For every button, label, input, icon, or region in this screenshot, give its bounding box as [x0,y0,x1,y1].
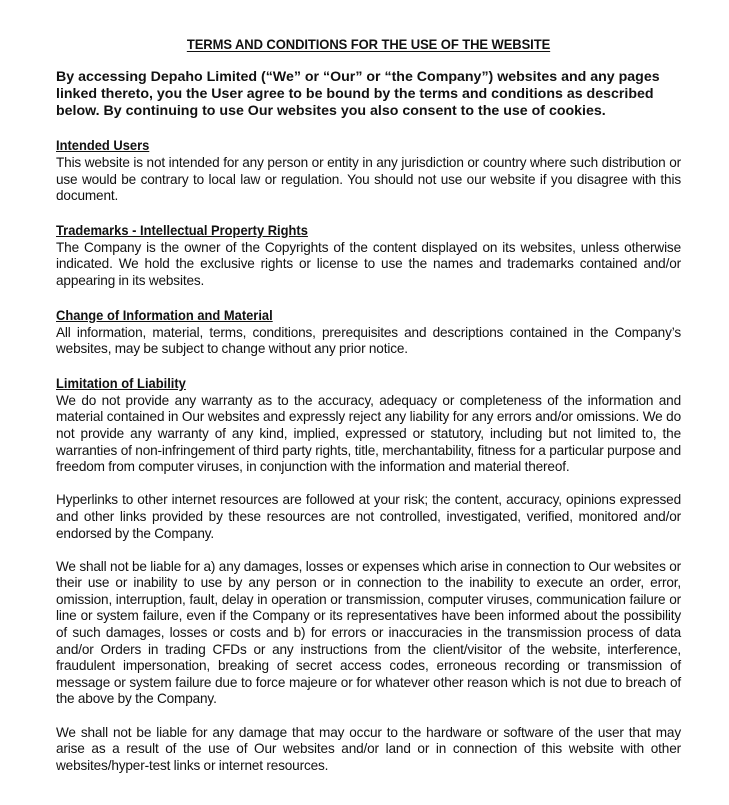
section-paragraph: All information, material, terms, conditions, prerequisites and descriptions contained in the Company’s websites, may be subject to change without any prior notice. [56,324,681,357]
section-change-of-information [56,307,681,358]
section-heading: Change of Information and Material [56,307,273,323]
section-paragraph: This website is not intended for any person or entity in any jurisdiction or country where such distribution or use would be contrary to local law or regulation. You should not use our website if you disagree with this document. [56,155,681,204]
intro-paragraph: By accessing Depaho Limited (“We” or “Our” or “the Company”) websites and any pages linked thereto, you the User agree to be bound by the terms and conditions as described below. By continuing to use Our websites you also consent to the use of cookies. [56,69,660,119]
section-intended-users [56,137,681,205]
section-paragraph: We shall not be liable for any damage that may occur to the hardware or software of the user that may arise as a result of the use of Our websites and/or land or in connection of this website with other websites/hyper-test links or internet resources. [56,724,681,773]
section-paragraph: Hyperlinks to other internet resources are followed at your risk; the content, accuracy, opinions expressed and other links provided by these resources are not controlled, investigated, verified, monitored and/or endorsed by the Company. [56,492,681,541]
section-heading: Trademarks - Intellectual Property Rights [56,222,308,238]
section-paragraph: We shall not be liable for a) any damages, losses or expenses which arise in connection to Our websites or their use or inability to use by any person or in connection to the inability to execute an order, error, omission, interruption, fault, delay in operation or transmission, computer viruses, communication failure or line or system failure, even if the Company or its representatives have been informed about the possibility of such damages, losses or costs and b) for errors or inaccuracies in the transmission process of data and/or Orders in trading CFDs or any instructions from the client/visitor of the website, interference, fraudulent impersonation, breaking of secret access codes, erroneous recording or transmission of message or system failure due to force majeure or for whatever other reason which is not due to breach of the above by the Company. [56,558,681,707]
section-heading: Intended Users [56,138,150,153]
document-title: TERMS AND CONDITIONS FOR THE USE OF THE WEBSITE [186,36,551,52]
section-trademarks [56,222,681,290]
document-page [56,36,681,791]
section-limitation-of-liability [56,375,681,775]
section-paragraph: The Company is the owner of the Copyrights of the content displayed on its websites, unless otherwise indicated. We hold the exclusive rights or license to use the names and trademarks contained and/or appearing in its websites. [56,239,681,288]
section-paragraph: We do not provide any warranty as to the accuracy, adequacy or completeness of the information and material contained in Our websites and expressly reject any liability for any errors and/or omissions. We do not provide any warranty of any kind, implied, expressed or statutory, including but not limited to, the warranties of non-infringement of third party rights, title, merchantability, fitness for a particular purpose and freedom from computer viruses, in conjunction with the information and material thereof. [56,392,681,475]
section-heading: Limitation of Liability [56,375,186,391]
